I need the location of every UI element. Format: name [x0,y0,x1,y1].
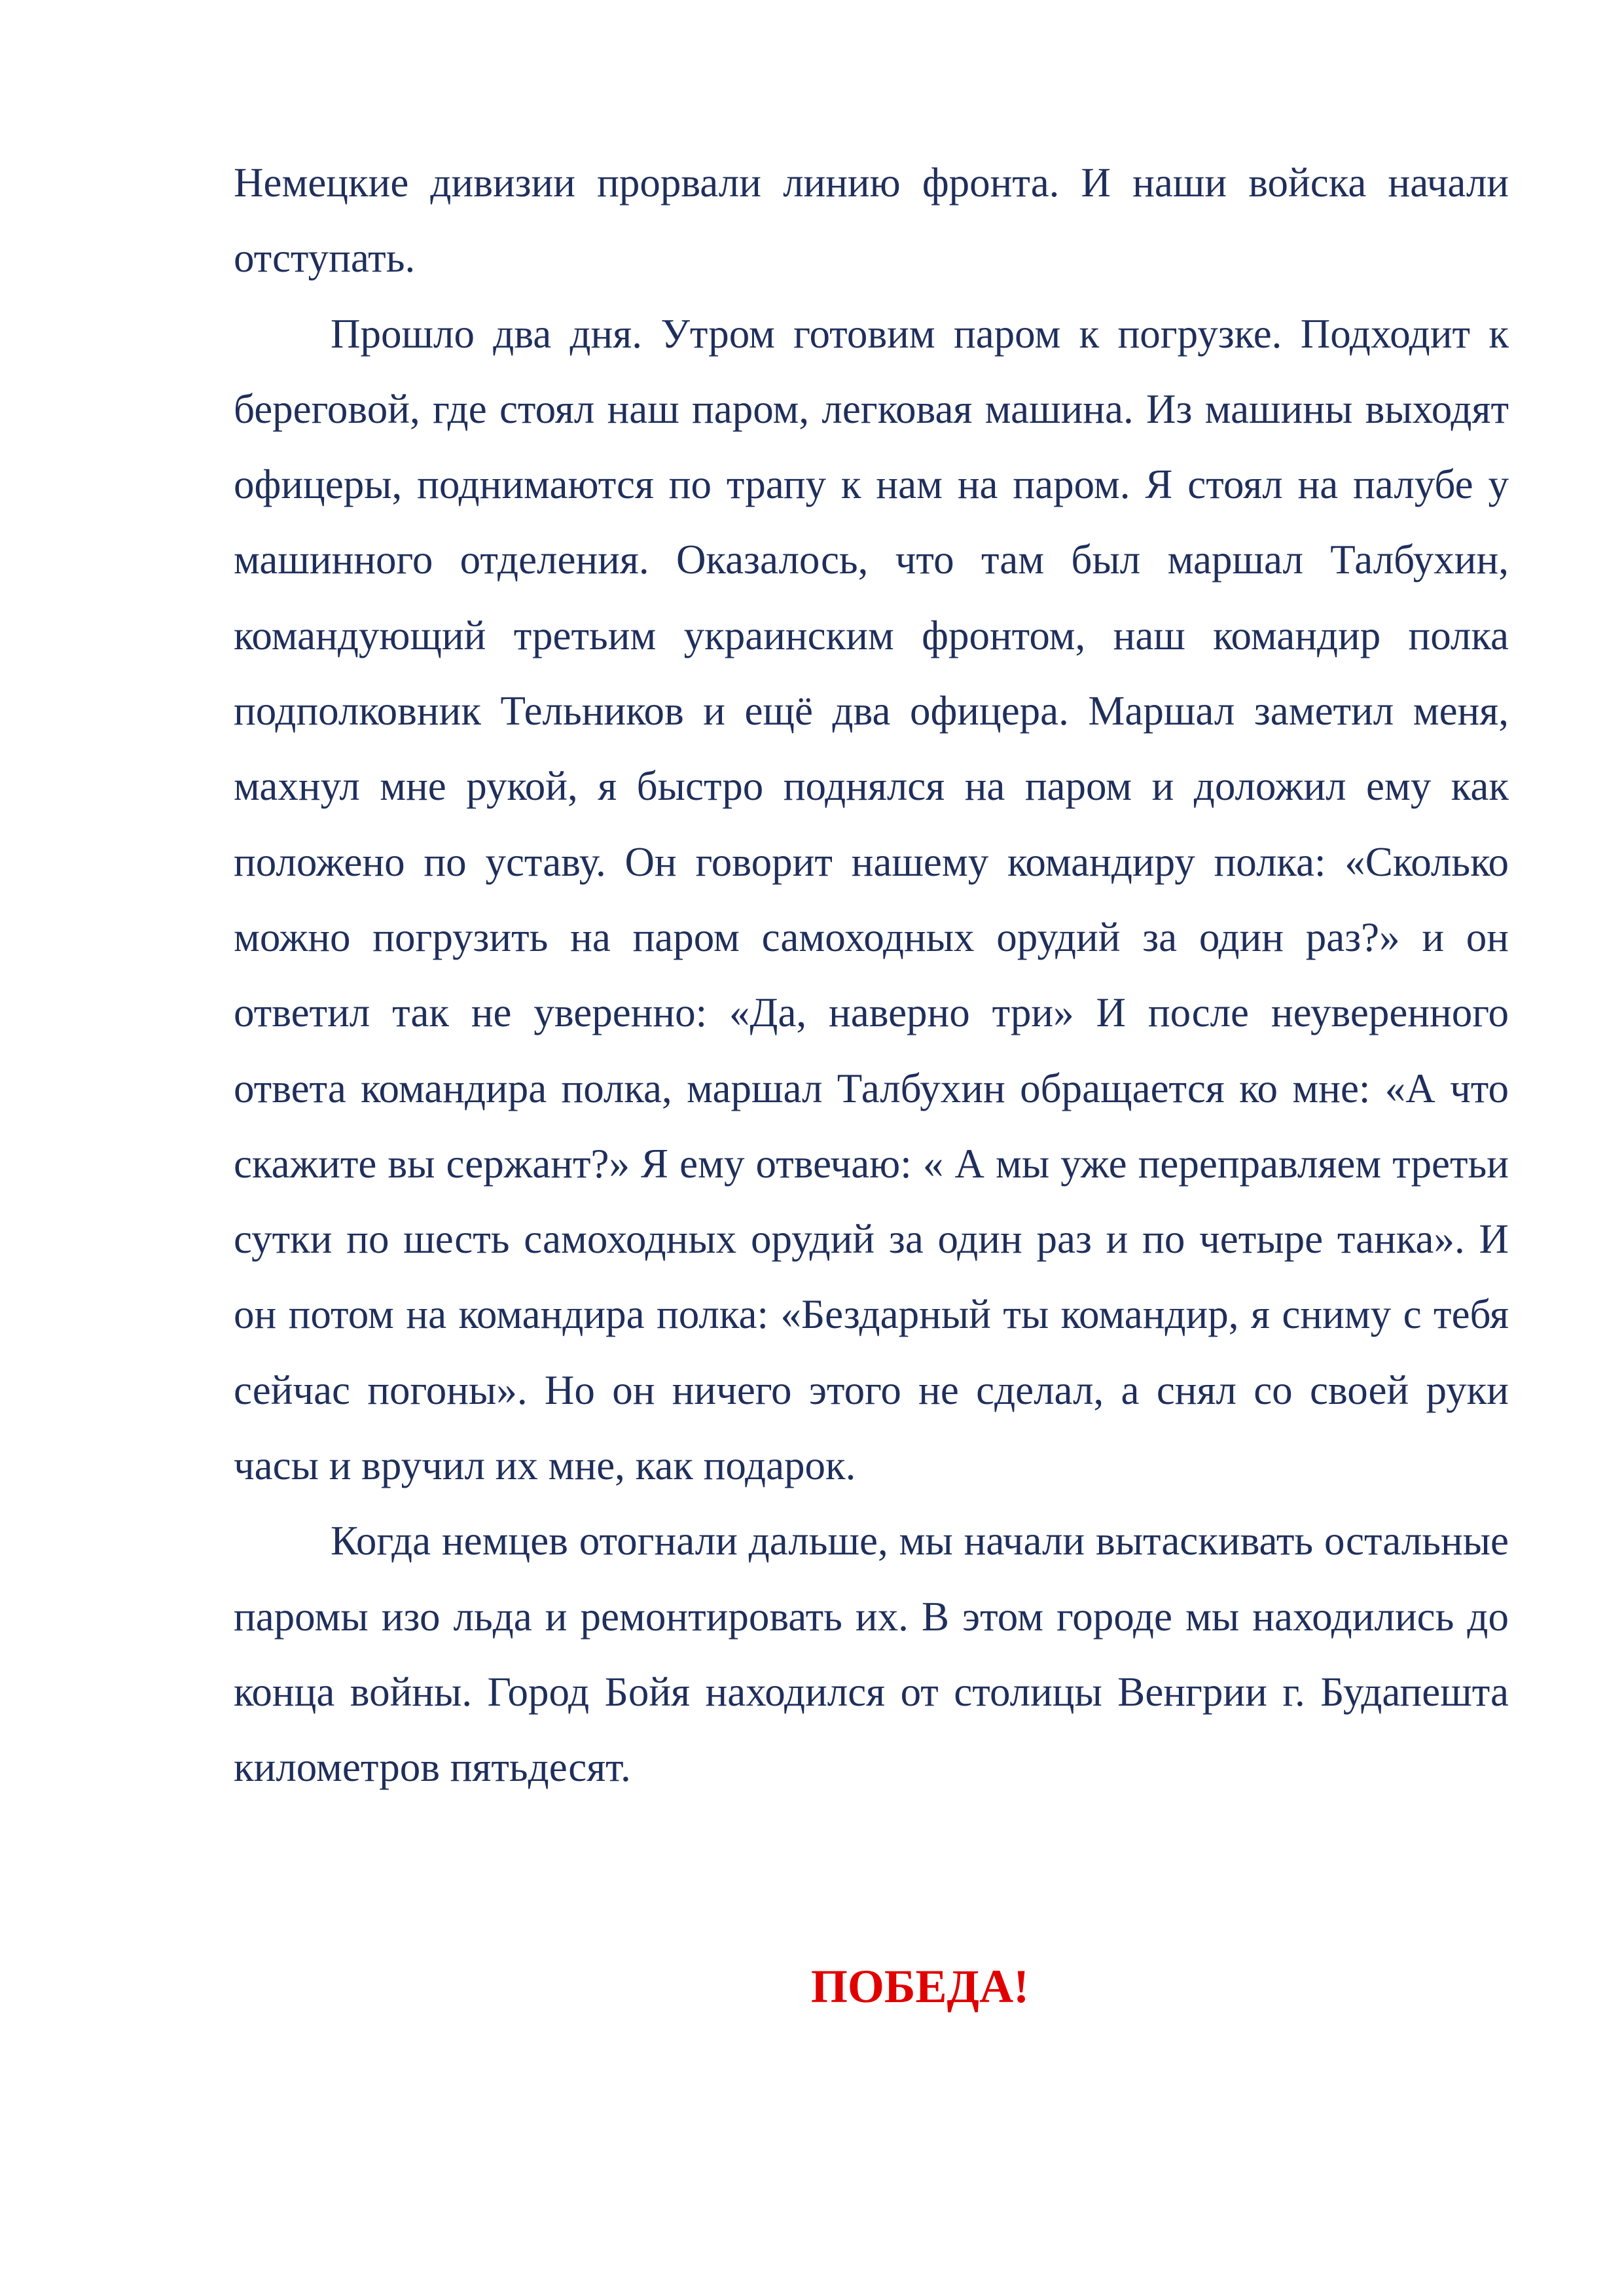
body-text [234,145,1509,1806]
paragraph-1: Немецкие дивизии прорвали линию фронта. И наши войска начали отступать. [234,160,1509,281]
paragraph-3: Когда немцев отогнали дальше, мы начали вытаскивать остальные паромы изо льда и ремонтировать их. В этом городе мы находились до конца войны. Город Бойя находился от столицы Венгрии г. Будапешта километров пятьдесят. [234,1518,1509,1791]
closing-heading: ПОБЕДА! [810,1960,1030,2013]
paragraph-2: Прошло два дня. Утром готовим паром к погрузке. Подходит к береговой, где стоял наш паром, легковая машина. Из машины выходят офицеры, поднимаются по трапу к нам на паром. Я стоял на палубе у машинного отделения. Оказалось, что там был маршал Талбухин, командующий третьим украинским фронтом, наш командир полка подполковник Тельников и ещё два офицера. Маршал заметил меня, махнул мне рукой, я быстро поднялся на паром и доложил ему как положено по уставу. Он говорит нашему командиру полка: «Сколько можно погрузить на паром самоходных орудий за один раз?» и он ответил так не уверенно: «Да, наверно три» И после неуверенного ответа командира полка, маршал Талбухин обращается ко мне: «А что скажите вы сержант?» Я ему отвечаю: « А мы уже переправляем третьи сутки по шесть самоходных орудий за один раз и по четыре танка». И он потом на командира полка: «Бездарный ты командир, я сниму с тебя сейчас погоны». Но он ничего этого не сделал, а снял со своей руки часы и вручил их мне, как подарок. [234,310,1509,1489]
